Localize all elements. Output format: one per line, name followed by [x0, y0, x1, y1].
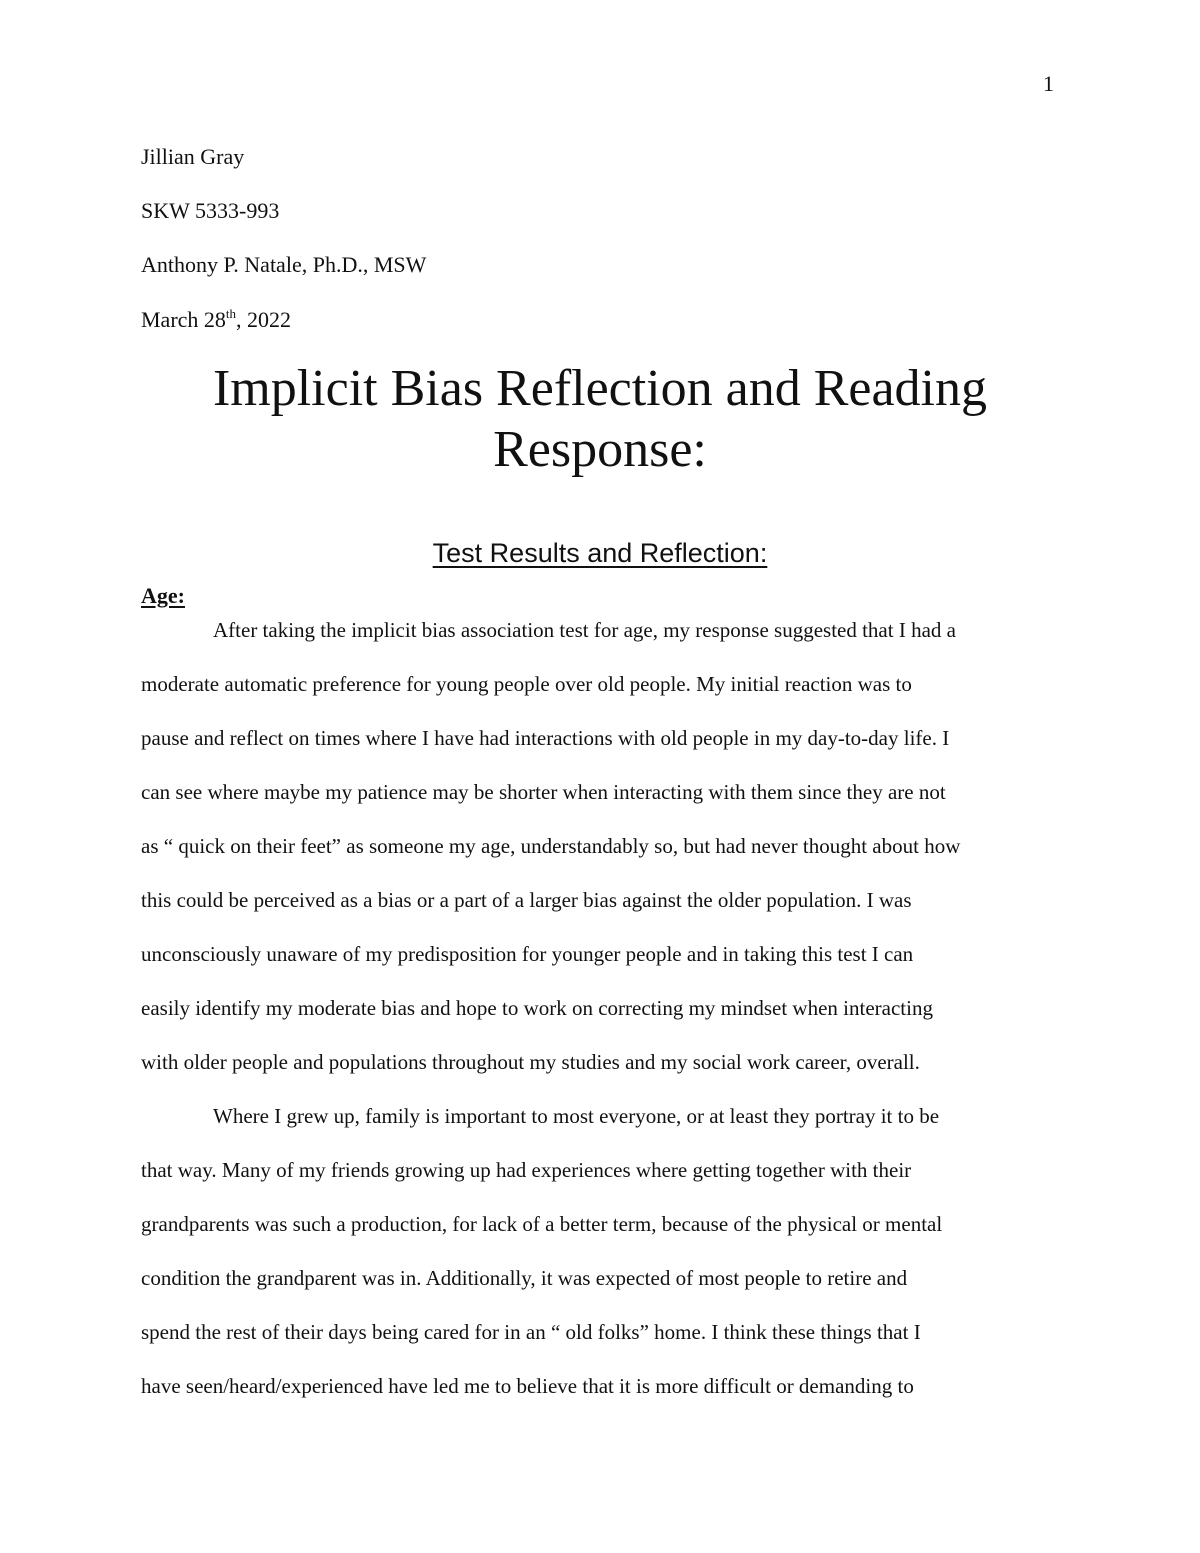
subheading-age: Age: [141, 583, 185, 608]
body-line: that way. Many of my friends growing up had experiences where getting together with their [141, 1158, 912, 1182]
author-name: Jillian Gray [141, 144, 245, 169]
body-line: this could be perceived as a bias or a part of a larger bias against the older population. I was [141, 888, 912, 912]
date-suffix: , 2022 [236, 307, 292, 332]
body-line: as “ quick on their feet” as someone my age, understandably so, but had never thought about how [141, 834, 961, 858]
body-line: spend the rest of their days being cared for in an “ old folks” home. I think these things that I [141, 1320, 921, 1344]
body-line: can see where maybe my patience may be shorter when interacting with them since they are not [141, 780, 946, 804]
document-title-line-1: Implicit Bias Reflection and Reading [212, 360, 988, 417]
body-line: moderate automatic preference for young people over old people. My initial reaction was to [141, 672, 912, 696]
body-line: pause and reflect on times where I have had interactions with old people in my day-to-day life. I [141, 726, 950, 750]
date-prefix: March 28 [141, 307, 226, 332]
body-line: have seen/heard/experienced have led me to believe that it is more difficult or demanding to [141, 1374, 914, 1398]
page-number: 1 [1043, 71, 1054, 96]
date-superscript: th [225, 306, 237, 321]
body-line: After taking the implicit bias association test for age, my response suggested that I had a [213, 618, 956, 642]
instructor-name: Anthony P. Natale, Ph.D., MSW [141, 252, 427, 277]
document-title-line-2: Response: [493, 421, 707, 478]
body-line: unconsciously unaware of my predisposition for younger people and in taking this test I can [141, 942, 914, 966]
course-code: SKW 5333-993 [141, 198, 280, 223]
body-line: easily identify my moderate bias and hope to work on correcting my mindset when interacting [141, 996, 933, 1020]
body-line: Where I grew up, family is important to most everyone, or at least they portray it to be [213, 1104, 940, 1128]
body-line: condition the grandparent was in. Additionally, it was expected of most people to retire and [141, 1266, 908, 1290]
section-heading: Test Results and Reflection: [432, 538, 768, 568]
body-line: with older people and populations throughout my studies and my social work career, overall. [141, 1050, 920, 1074]
body-line: grandparents was such a production, for lack of a better term, because of the physical or mental [141, 1212, 943, 1236]
submission-date [141, 308, 291, 332]
